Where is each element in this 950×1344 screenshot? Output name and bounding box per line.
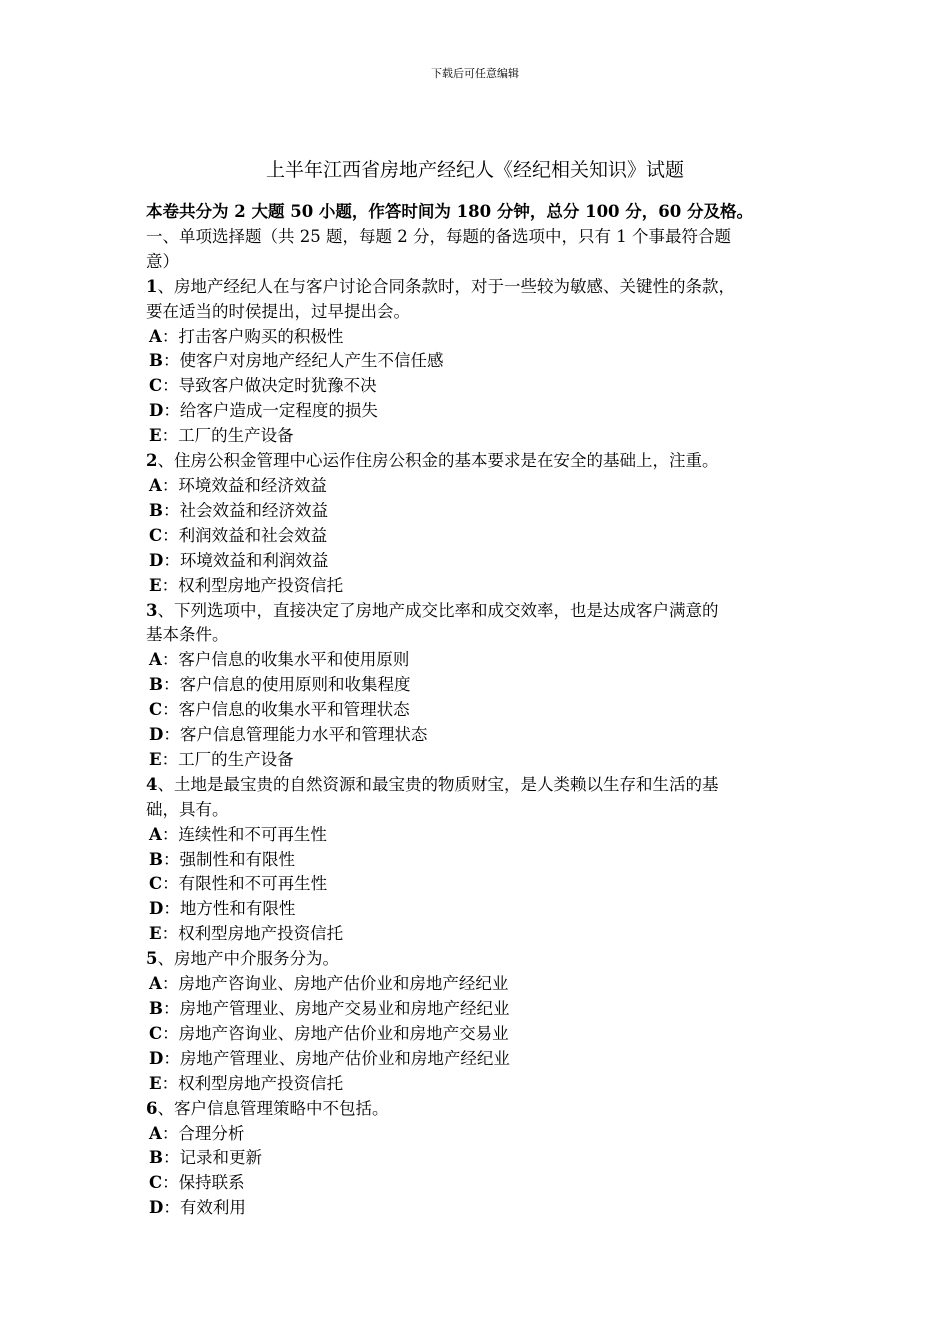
section-heading-line-2: 意） (146, 251, 179, 271)
section-heading-line-1: 一、单项选择题（共 25 题，每题 2 分，每题的备选项中，只有 1 个事最符合题 (146, 226, 731, 246)
question-item (146, 599, 826, 773)
answer-option (146, 549, 826, 574)
answer-option (146, 399, 826, 424)
question-text: 、房地产经纪人在与客户讨论合同条款时，对于一些较为敏感、关键性的条款， (157, 276, 735, 296)
answer-option (146, 524, 826, 549)
document-title: 上半年江西省房地产经纪人《经纪相关知识》试题 (265, 159, 684, 181)
question-text-line (146, 773, 826, 798)
question-text: 、住房公积金管理中心运作住房公积金的基本要求是在安全的基础上，注重。 (157, 451, 719, 471)
option-text: ：房地产管理业、房地产估价业和房地产经纪业 (163, 1048, 510, 1068)
question-number: 3 (146, 600, 158, 620)
option-key: C (149, 1173, 163, 1193)
option-text: ：打击客户购买的积极性 (161, 326, 344, 346)
option-text: ：连续性和不可再生性 (161, 824, 327, 844)
option-key: B (149, 351, 163, 371)
question-number: 5 (146, 949, 158, 969)
option-text: ：环境效益和利润效益 (163, 550, 329, 570)
option-text: ：客户信息管理能力水平和管理状态 (163, 725, 428, 745)
document-body (146, 200, 826, 1221)
option-text: ：房地产管理业、房地产交易业和房地产经纪业 (162, 999, 510, 1018)
question-text: 础，具有。 (146, 799, 229, 819)
answer-option (146, 1146, 826, 1171)
option-key: E (149, 575, 162, 595)
question-item (146, 449, 826, 598)
option-text: ：地方性和有限性 (163, 899, 296, 919)
question-item (146, 275, 826, 449)
option-text: ：强制性和有限性 (162, 849, 295, 869)
question-text-line (146, 798, 826, 823)
option-key: E (149, 749, 162, 769)
answer-option (146, 1122, 826, 1147)
option-key: C (149, 874, 163, 894)
option-key: B (149, 500, 163, 520)
question-text-line (146, 449, 826, 474)
answer-option (146, 1047, 826, 1072)
option-key: D (149, 899, 164, 919)
answer-option (146, 648, 826, 673)
option-text: ：记录和更新 (162, 1148, 262, 1168)
question-text: 基本条件。 (146, 625, 229, 645)
question-number: 4 (146, 774, 158, 794)
option-key: E (149, 1073, 162, 1093)
option-text: ：保持联系 (162, 1173, 245, 1193)
question-text-line (146, 1097, 826, 1122)
option-key: D (149, 1198, 164, 1218)
answer-option (146, 698, 826, 723)
question-text: 要在适当的时侯提出，过早提出会。 (146, 301, 410, 321)
option-text: ：权利型房地产投资信托 (161, 1073, 344, 1093)
option-text: ：客户信息的收集水平和使用原则 (161, 650, 410, 670)
option-key: C (149, 525, 163, 545)
answer-option (146, 499, 826, 524)
option-key: B (149, 675, 163, 695)
answer-option (146, 474, 826, 499)
option-text: ：客户信息的使用原则和收集程度 (162, 675, 411, 695)
answer-option (146, 349, 826, 374)
answer-option (146, 897, 826, 922)
answer-option (146, 872, 826, 897)
answer-option (146, 424, 826, 449)
answer-option (146, 574, 826, 599)
option-text: ：导致客户做决定时犹豫不决 (162, 376, 377, 396)
answer-option (146, 922, 826, 947)
option-key: A (149, 974, 162, 994)
option-text: ：权利型房地产投资信托 (161, 924, 344, 944)
option-key: D (149, 725, 164, 745)
answer-option (146, 1171, 826, 1196)
option-key: E (149, 924, 162, 944)
option-text: ：环境效益和经济效益 (161, 475, 327, 495)
option-key: A (149, 1123, 162, 1143)
option-key: B (149, 999, 163, 1018)
option-text: ：权利型房地产投资信托 (161, 575, 344, 595)
question-number: 1 (146, 276, 158, 296)
option-key: D (149, 401, 164, 421)
answer-option (146, 748, 826, 773)
answer-option (146, 1072, 826, 1097)
option-text: ：利润效益和社会效益 (162, 525, 328, 545)
option-key: C (149, 1023, 163, 1043)
option-text: ：有限性和不可再生性 (162, 874, 328, 894)
question-item (146, 773, 826, 947)
option-key: D (149, 550, 164, 570)
option-key: A (149, 824, 162, 844)
option-text: ：有效利用 (163, 1198, 246, 1218)
question-text: 、房地产中介服务分为。 (157, 949, 339, 969)
option-text: ：使客户对房地产经纪人产生不信任感 (162, 351, 444, 371)
option-text: ：工厂的生产设备 (161, 749, 294, 769)
question-item (146, 1097, 826, 1222)
question-text: 、下列选项中，直接决定了房地产成交比率和成交效率，也是达成客户满意的 (157, 600, 719, 620)
option-key: A (149, 650, 162, 670)
answer-option (146, 673, 826, 698)
option-key: D (149, 1048, 164, 1068)
question-list (146, 275, 826, 1221)
option-key: C (149, 700, 163, 720)
answer-option (146, 325, 826, 350)
question-text: 、客户信息管理策略中不包括。 (157, 1098, 389, 1118)
question-number: 2 (146, 451, 158, 471)
option-text: ：房地产咨询业、房地产估价业和房地产交易业 (162, 1023, 509, 1043)
answer-option (146, 848, 826, 873)
question-text-line (146, 947, 826, 972)
option-key: E (149, 426, 162, 446)
option-text: ：工厂的生产设备 (161, 426, 294, 446)
exam-intro: 本卷共分为 2 大题 50 小题，作答时间为 180 分钟，总分 100 分，60 分及格。 (146, 202, 753, 221)
answer-option (146, 997, 826, 1022)
option-key: B (149, 1148, 163, 1168)
option-text: ：客户信息的收集水平和管理状态 (162, 700, 410, 720)
option-key: A (149, 326, 162, 346)
answer-option (146, 723, 826, 748)
question-text-line (146, 623, 826, 648)
option-key: A (149, 475, 162, 495)
answer-option (146, 823, 826, 848)
question-text: 、土地是最宝贵的自然资源和最宝贵的物质财宝，是人类赖以生存和生活的基 (157, 774, 719, 794)
option-text: ：房地产咨询业、房地产估价业和房地产经纪业 (161, 974, 509, 994)
option-text: ：合理分析 (161, 1123, 245, 1143)
question-text-line (146, 300, 826, 325)
answer-option (146, 1022, 826, 1047)
option-key: C (149, 376, 163, 396)
option-text: ：给客户造成一定程度的损失 (163, 401, 378, 421)
answer-option (146, 1196, 826, 1221)
option-text: ：社会效益和经济效益 (162, 500, 328, 520)
answer-option (146, 972, 826, 997)
question-text-line (146, 275, 826, 300)
question-item (146, 947, 826, 1096)
answer-option (146, 374, 826, 399)
question-number: 6 (146, 1098, 158, 1118)
header-note: 下载后可任意编辑 (431, 67, 519, 80)
question-text-line (146, 599, 826, 624)
option-key: B (149, 849, 163, 869)
